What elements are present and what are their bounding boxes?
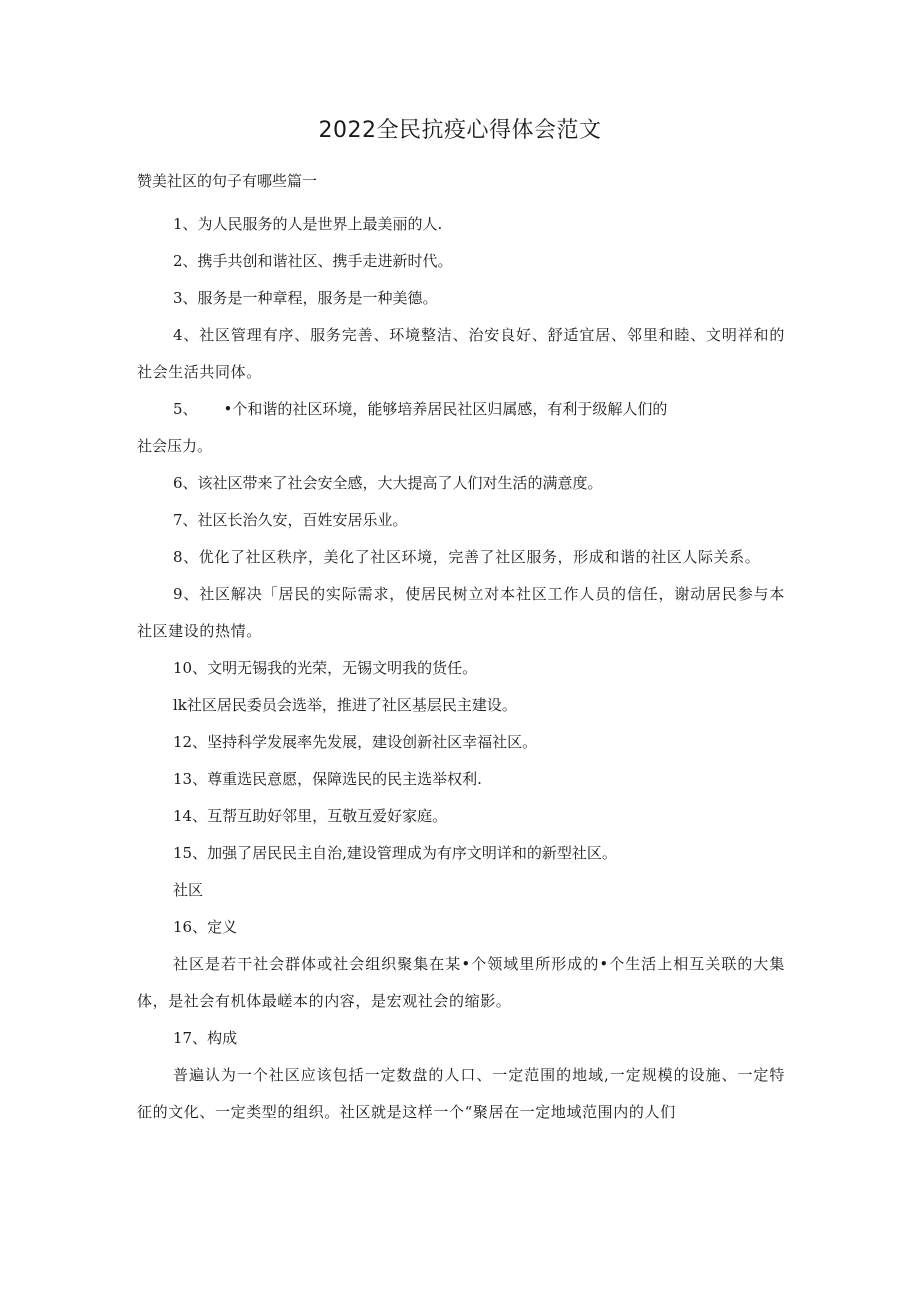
paragraph-10: 10、文明无锡我的光荣，无锡文明我的货任。	[173, 659, 478, 677]
paragraph-5-continuation: 社会压力。	[137, 437, 213, 455]
section-heading-community: 社区	[173, 881, 204, 899]
paragraph-11: lk社区居民委员会选举，推进了社区基层民主建设。	[173, 696, 517, 714]
paragraph-2: 2、携手共创和谐社区、携手走进新时代。	[173, 252, 453, 270]
paragraph-15: 15、加强了居民民主自治,建设管理成为有序文明详和的新型社区。	[173, 844, 617, 862]
paragraph-14: 14、互帮互助好邻里，互敬互爱好家庭。	[173, 807, 448, 825]
paragraph-12: 12、坚持科学发展率先发展，建设创新社区幸福社区。	[173, 733, 538, 751]
document-subtitle: 赞美社区的句子有哪些篇一	[137, 172, 318, 190]
paragraph-7: 7、社区长治久安，百姓安居乐业。	[173, 511, 408, 529]
document-title: 2022全民抗疫心得体会范文	[318, 118, 602, 143]
document-body	[137, 206, 785, 1131]
paragraph-8: 8、优化了社区秩序，美化了社区环境，完善了社区服务，形成和谐的社区人际关系。	[173, 548, 761, 566]
paragraph-17-heading: 17、构成	[173, 1029, 238, 1047]
paragraph-9: 9、社区解决「居民的实际需求，使居民树立对本社区工作人员的信任，谢动居民参与本社区建设的热情。	[137, 585, 785, 640]
paragraph-4: 4、社区管理有序、服务完善、环境整洁、治安良好、舒适宜居、邻里和睦、文明祥和的社会生活共同体。	[137, 326, 785, 381]
paragraph-1: 1、为人民服务的人是世界上最美丽的人.	[173, 215, 443, 233]
paragraph-composition: 普遍认为一个社区应该包括一定数盘的人口、一定范围的地域,一定规模的设施、一定特征的文化、一定类型的组织。社区就是这样一个“聚居在一定地域范围内的人们	[137, 1066, 785, 1121]
paragraph-16-heading: 16、定义	[173, 918, 238, 936]
paragraph-5-number: 5、	[173, 400, 198, 418]
paragraph-5	[137, 391, 785, 428]
paragraph-6: 6、该社区带来了社会安全感，大大提高了人们对生活的满意度。	[173, 474, 603, 492]
paragraph-definition: 社区是若干社会群体或社会组织聚集在某•个领域里所形成的•个生活上相互关联的大集体，是社会有机体最嵯本的内容，是宏观社会的缩影。	[137, 955, 785, 1010]
paragraph-5-text: •个和谐的社区环境，能够培养居民社区归属感，有利于级解人们的	[223, 400, 668, 418]
paragraph-13: 13、尊重选民意愿，保障选民的民主选举权利.	[173, 770, 482, 788]
paragraph-3: 3、服务是一种章程，服务是一种美德。	[173, 289, 438, 307]
